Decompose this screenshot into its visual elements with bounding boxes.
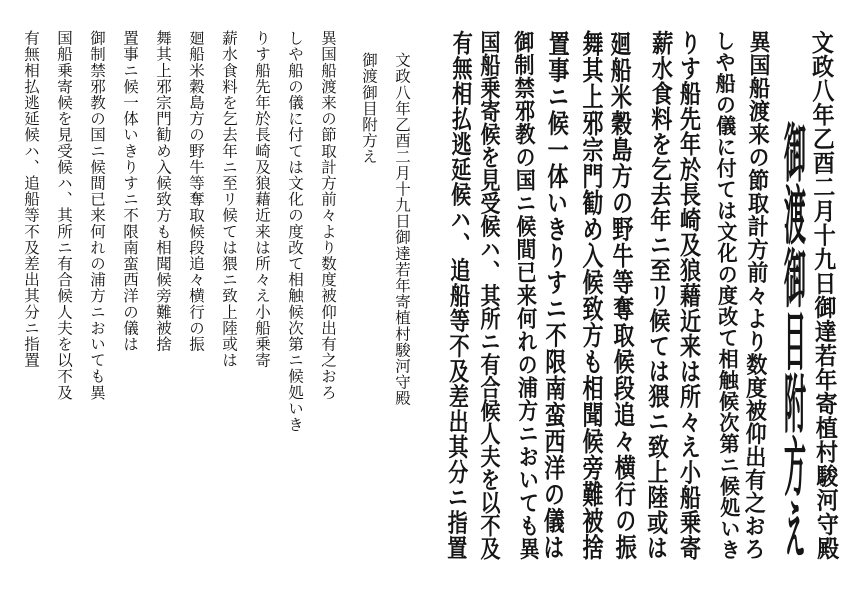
manuscript-column: 御渡御目附方え bbox=[780, 120, 807, 274]
manuscript-column: りす船先年於長崎及狼藉近来は所々え小船乗寄 bbox=[677, 30, 703, 471]
manuscript-column: 文政八年乙酉二月十九日御達若年寄植村駿河守殿 bbox=[808, 29, 840, 515]
manuscript-column: 薪水食料を乞去年ニ至リ候ては猥ニ致上陸或は bbox=[645, 29, 675, 472]
transcription-line: 異国船渡来の節取計方前々より数度被仰出有之おろ bbox=[319, 30, 337, 401]
manuscript-column: 国船乗寄候を見受候ハ、其所ニ有合候人夫を以不及 bbox=[477, 30, 501, 490]
manuscript-column: 異国船渡来の節取計方前々より数度被仰出有之おろ bbox=[742, 29, 773, 514]
manuscript-image bbox=[420, 0, 844, 616]
transcription-line: りす船先年於長崎及狼藉近来は所々え小船乗寄 bbox=[253, 30, 271, 369]
transcription-line: 御制禁邪教の国ニ候間已来何れの浦方ニおいても異 bbox=[88, 30, 106, 401]
manuscript-column: しや船の儀に付ては文化の度改て相触候次第ニ候処いき bbox=[711, 29, 741, 531]
manuscript-column: 廻船米穀島方の野牛等奪取候段追々横行の振 bbox=[607, 29, 638, 451]
manuscript-svg bbox=[420, 0, 844, 616]
manuscript-column: 御制禁邪教の国ニ候間已来何れの浦方ニおいても異 bbox=[510, 29, 540, 491]
transcription-line: 置事ニ候一体いきりすニ不限南蛮西洋の儀は bbox=[121, 30, 139, 352]
transcription-line: 薪水食料を乞去年ニ至リ候ては猥ニ致上陸或は bbox=[220, 30, 238, 369]
transcription-line-recipient: 御渡御目附方え bbox=[360, 52, 378, 165]
transcription-line: 国船乗寄候を見受候ハ、其所ニ有合候人夫を以不及 bbox=[55, 30, 73, 401]
transcription-line-title: 文政八年乙酉二月十九日御達若年寄植村駿河守殿 bbox=[393, 52, 411, 407]
manuscript-column: 舞其上邪宗門勧め入候致方も相聞候旁難被捨 bbox=[580, 30, 605, 450]
transcription-line: 舞其上邪宗門勧め入候致方も相聞候旁難被捨 bbox=[154, 30, 172, 352]
manuscript-column: 置事ニ候一体いきりすニ不限南蛮西洋の儀は bbox=[541, 29, 572, 451]
transcription-line: 廻船米穀島方の野牛等奪取候段追々横行の振 bbox=[187, 30, 205, 352]
transcription-text bbox=[18, 30, 418, 600]
transcription-line: 有無相払逃延候ハ、追船等不及差出其分ニ指置 bbox=[22, 30, 40, 369]
manuscript-column: 有無相払逃延候ハ、追船等不及差出其分ニ指置 bbox=[444, 29, 474, 451]
transcription-gap bbox=[344, 30, 352, 600]
transcription-line: しや船の儀に付ては文化の度改て相触候次第ニ候処いき bbox=[286, 30, 304, 433]
